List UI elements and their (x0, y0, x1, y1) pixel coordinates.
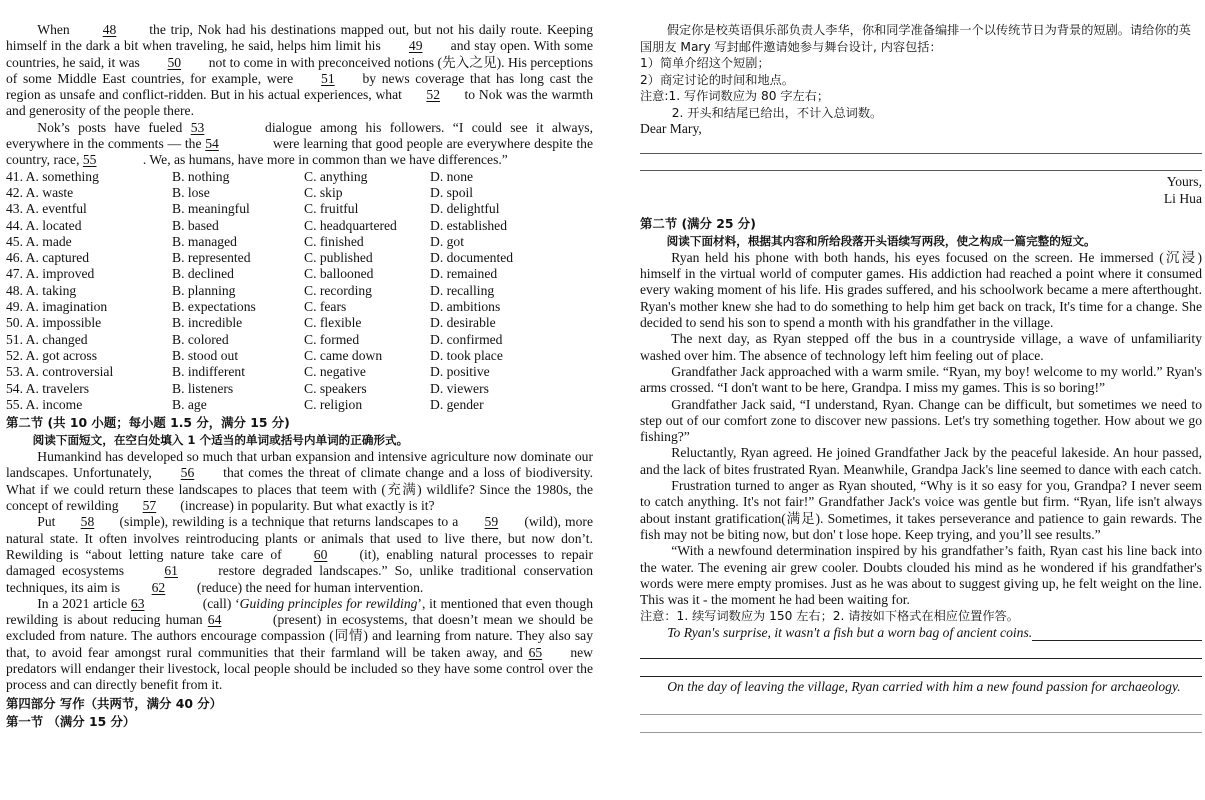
section2-instruction: 阅读下面短文，在空白处填入 1 个适当的单词或括号内单词的正确形式。 (32, 433, 409, 448)
option-52-B[interactable]: B. stood out (172, 347, 239, 363)
passage2-paragraph3: In a 2021 article 63 (call) ‘Guiding principles for rewilding’, it mentioned that even though rewilding is about reducing human 64 (present) in ecosystems, that doesn’t mean we should be excluded from nature. The authors encourage compassion (同情) and learning from nature. They also say that, to avoid fear amongst rural communities that their farmland will be taken away, and 65 new predators will endanger their livestock, local people should be included so they have some control over the process and can directly benefit from it. (6, 595, 593, 693)
story-paragraph: The next day, as Ryan stepped off the bus in a countryside village, a wave of unfamiliarity washed over him. The absence of technology left him feeling out of place. (640, 331, 1202, 363)
option-46-A[interactable]: 46. A. captured (6, 250, 90, 266)
left-column (6, 22, 593, 731)
option-51-D[interactable]: D. confirmed (430, 331, 503, 347)
option-55-B[interactable]: B. age (172, 396, 207, 412)
option-41-D[interactable]: D. none (430, 168, 474, 184)
option-53-A[interactable]: 53. A. controversial (6, 364, 114, 380)
option-52-C[interactable]: C. came down (304, 347, 383, 363)
option-47-D[interactable]: D. remained (430, 266, 498, 282)
writing1-item1: 1）简单介绍这个短剧； (640, 56, 770, 70)
writing-line[interactable] (640, 137, 1202, 154)
option-54-A[interactable]: 54. A. travelers (6, 380, 90, 396)
continuation-note: 注意：1. 续写词数应为 150 左右；2. 请按如下格式在相应位置作答。 (640, 609, 1019, 624)
option-53-B[interactable]: B. indifferent (172, 364, 245, 380)
option-52-D[interactable]: D. took place (430, 347, 503, 363)
section2-heading: 第二节 (共 10 小题；每小题 1.5 分，满分 15 分) (6, 415, 290, 431)
option-43-D[interactable]: D. delightful (430, 201, 500, 217)
blank-62[interactable]: 62 (151, 579, 166, 595)
option-42-A[interactable]: 42. A. waste (6, 184, 74, 200)
writing-line[interactable] (640, 641, 1202, 659)
starter2: On the day of leaving the village, Ryan carried with him a new found passion for archaeology. (667, 679, 1181, 695)
story-paragraph: Reluctantly, Ryan agreed. He joined Grandfather Jack by the peaceful lakeside. An hour passed, and the lack of bites frustrated Ryan. Meanwhile, Grandpa Jack's line seemed to dance with each catch. (640, 445, 1202, 477)
blank-59[interactable]: 59 (484, 514, 499, 530)
writing-line[interactable] (1032, 626, 1202, 641)
option-43-C[interactable]: C. fruitful (304, 201, 359, 217)
story-paragraph: “With a newfound determination inspired by his grandfather’s faith, Ryan cast his line back into the water. The evening air grew cooler. Doubts clouded his mind as he wondered if his grandfather's words were mere empty promises. Just as he was about to suggest giving up, he felt weight on the line. This was it - the moment he had been waiting for. (640, 543, 1202, 608)
option-50-C[interactable]: C. flexible (304, 315, 362, 331)
blank-58[interactable]: 58 (80, 514, 95, 530)
option-48-D[interactable]: D. recalling (430, 282, 495, 298)
option-54-C[interactable]: C. speakers (304, 380, 367, 396)
writing-line[interactable] (640, 696, 1202, 715)
writing1-prompt: 假定你是校英语俱乐部负责人李华，你和同学准备编排一个以传统节日为背景的短剧。请给你的英国朋友 Mary 写封邮件邀请她参与舞台设计, 内容包括： (640, 23, 1191, 54)
signature: Li Hua (1163, 190, 1202, 206)
writing-line[interactable] (640, 659, 1202, 677)
option-54-D[interactable]: D. viewers (430, 380, 489, 396)
option-53-D[interactable]: D. positive (430, 364, 490, 380)
blank-49[interactable]: 49 (408, 38, 423, 54)
option-55-C[interactable]: C. religion (304, 396, 363, 412)
option-44-A[interactable]: 44. A. located (6, 217, 82, 233)
closing: Yours, (1166, 174, 1202, 190)
passage2-paragraph1: Humankind has developed so much that urban expansion and intensive agriculture now dominate our landscapes. Unfortunately, 56 that comes the threat of climate change and a loss of biodiversity. What if we could return these landscapes to places that teem with (充满) wildlife? Since the 1980s, the concept of rewilding 57 (increase) in popularity. But what exactly is it? (6, 449, 593, 514)
blank-54[interactable]: 54 (205, 136, 219, 152)
option-51-B[interactable]: B. colored (172, 331, 229, 347)
writing-line[interactable] (640, 154, 1202, 171)
option-49-A[interactable]: 49. A. imagination (6, 299, 108, 315)
greeting: Dear Mary, (640, 121, 702, 136)
story-paragraph: Frustration turned to anger as Ryan shouted, “Why is it so easy for you, Grandpa? I never seem to catch anything. It's not fair!” Grandfather Jack's voice was gentle but firm. “Ryan, life isn't always about instant gratification(满足). Sometimes, it takes perseverance and patience to gain rewards. The fish may not be biting now, but don' t lose hope. Keep trying, and you’ll see results.” (640, 478, 1202, 542)
option-45-B[interactable]: B. managed (172, 233, 237, 249)
option-47-A[interactable]: 47. A. improved (6, 266, 95, 282)
option-49-C[interactable]: C. fears (304, 299, 347, 315)
option-51-A[interactable]: 51. A. changed (6, 331, 88, 347)
option-48-B[interactable]: B. planning (172, 282, 236, 298)
starter1-row (640, 625, 1202, 641)
option-44-C[interactable]: C. headquartered (304, 217, 397, 233)
story-paragraph: Grandfather Jack said, “I understand, Ryan. Change can be difficult, but sometimes we need to step out of our comfort zone to discover new passions. Let's try something together. How about we go fishing?” (640, 396, 1202, 445)
blank-52[interactable]: 52 (426, 87, 441, 103)
option-45-C[interactable]: C. finished (304, 233, 364, 249)
writing1-item2: 2）商定讨论的时间和地点。 (640, 72, 795, 87)
blank-63[interactable]: 63 (130, 595, 145, 611)
option-53-C[interactable]: C. negative (304, 364, 366, 380)
passage1-paragraph1: When 48 the trip, Nok had his destinations mapped out, but not his daily route. Keeping himself in the dark a bit when traveling, he said, helps him limit his 49 and stay open. With some countries, he said, it was 50 not to come in with preconceived notions (先入之见). His perceptions of some Middle East countries, for example, were 51 by news coverage that has long cast the region as unsafe and conflict-ridden. But in his actual experiences, what 52 to Nok was the warmth and generosity of the people there. (6, 22, 594, 119)
option-43-B[interactable]: B. meaningful (172, 201, 250, 217)
blank-56[interactable]: 56 (180, 465, 195, 481)
option-55-A[interactable]: 55. A. income (6, 396, 83, 412)
option-45-D[interactable]: D. got (430, 233, 464, 249)
option-41-B[interactable]: B. nothing (172, 168, 230, 184)
option-52-A[interactable]: 52. A. got across (6, 347, 97, 363)
option-54-B[interactable]: B. listeners (172, 380, 234, 396)
part4-heading: 第四部分 写作（共两节，满分 40 分） (6, 695, 223, 711)
option-44-D[interactable]: D. established (430, 217, 508, 233)
option-46-B[interactable]: B. represented (172, 250, 251, 266)
option-41-C[interactable]: C. anything (304, 168, 368, 184)
option-46-C[interactable]: C. published (304, 250, 373, 266)
option-48-A[interactable]: 48. A. taking (6, 282, 77, 298)
option-50-B[interactable]: B. incredible (172, 315, 243, 331)
option-42-B[interactable]: B. lose (172, 184, 210, 200)
option-50-D[interactable]: D. desirable (430, 315, 496, 331)
story (640, 250, 1202, 609)
writing1-note1: 注意:1. 写作词数应为 80 字左右； (640, 89, 830, 103)
blank-61[interactable]: 61 (164, 563, 178, 579)
option-49-B[interactable]: B. expectations (172, 299, 256, 315)
option-48-C[interactable]: C. recording (304, 282, 372, 298)
option-41-A[interactable]: 41. A. something (6, 168, 99, 184)
story-paragraph: Ryan held his phone with both hands, his eyes focused on the screen. He immersed (沉浸) himself in the virtual world of computer games. His addiction had reached a point where it consumed every waking moment of his life. His grades suffered, and his schoolwork became a mere afterthought. Ryan's mother knew she had to do something to help him get back on track, It's time for a change. She decided to send his son to spend a month with his grandfather in the village. (640, 249, 1202, 331)
option-55-D[interactable]: D. gender (430, 396, 484, 412)
option-47-B[interactable]: B. declined (172, 266, 234, 282)
blank-53[interactable]: 53 (190, 119, 205, 135)
blank-48[interactable]: 48 (102, 22, 117, 37)
passage2-paragraph2: Put 58 (simple), rewilding is a technique that returns landscapes to a 59 (wild), more natural state. It often involves reintroducing plants or animals that used to live there, but now don’t. Rewilding is “about letting nature take care of 60 (it), enabling natural processes to repair damaged ecosystems 61 restore degraded landscapes.” So, unlike traditional conservation techniques, its aim is 62 (reduce) the need for human intervention. (6, 514, 593, 595)
option-45-A[interactable]: 45. A. made (6, 233, 72, 249)
blank-50[interactable]: 50 (167, 54, 182, 70)
blank-55[interactable]: 55 (82, 152, 97, 168)
option-49-D[interactable]: D. ambitions (430, 299, 501, 315)
section2-heading: 第二节 (满分 25 分) (640, 215, 756, 231)
part4-section1-heading: 第一节 （满分 15 分） (6, 713, 136, 729)
starter1: To Ryan's surprise, it wasn't a fish but a worn bag of ancient coins. (667, 624, 1033, 640)
writing-line[interactable] (640, 715, 1202, 733)
answer-options (6, 169, 593, 413)
blank-60[interactable]: 60 (313, 546, 328, 562)
option-50-A[interactable]: 50. A. impossible (6, 315, 102, 331)
story-paragraph: Grandfather Jack approached with a warm smile. “Ryan, my boy! welcome to my world.” Ryan's arms crossed. “I don't want to be here, Grandpa. I miss my games. This is so boring!” (640, 363, 1202, 396)
option-51-C[interactable]: C. formed (304, 331, 360, 347)
option-46-D[interactable]: D. documented (430, 250, 514, 266)
right-column (640, 22, 1202, 733)
option-42-D[interactable]: D. spoil (430, 184, 474, 200)
option-42-C[interactable]: C. skip (304, 184, 343, 200)
article-title: Guiding principles for rewilding (239, 595, 418, 611)
blank-57[interactable]: 57 (142, 498, 157, 514)
writing1-note2: 2. 开头和结尾已给出，不计入总词数。 (671, 105, 883, 120)
blank-51[interactable]: 51 (321, 70, 335, 86)
section2-instruction: 阅读下面材料，根据其内容和所给段落开头语续写两段，使之构成一篇完整的短文。 (666, 233, 1096, 248)
passage1-paragraph2: Nok’s posts have fueled 53 dialogue among his followers. “I could see it always, everywhere in the comments — the 54 were learning that good people are everywhere despite the country, race, 55 . We, as humans, have more in common than we have differences.” (6, 119, 593, 168)
blank-65[interactable]: 65 (528, 644, 543, 660)
option-44-B[interactable]: B. based (172, 217, 219, 233)
blank-64[interactable]: 64 (207, 612, 222, 628)
option-43-A[interactable]: 43. A. eventful (6, 201, 87, 217)
option-47-C[interactable]: C. ballooned (304, 266, 374, 282)
